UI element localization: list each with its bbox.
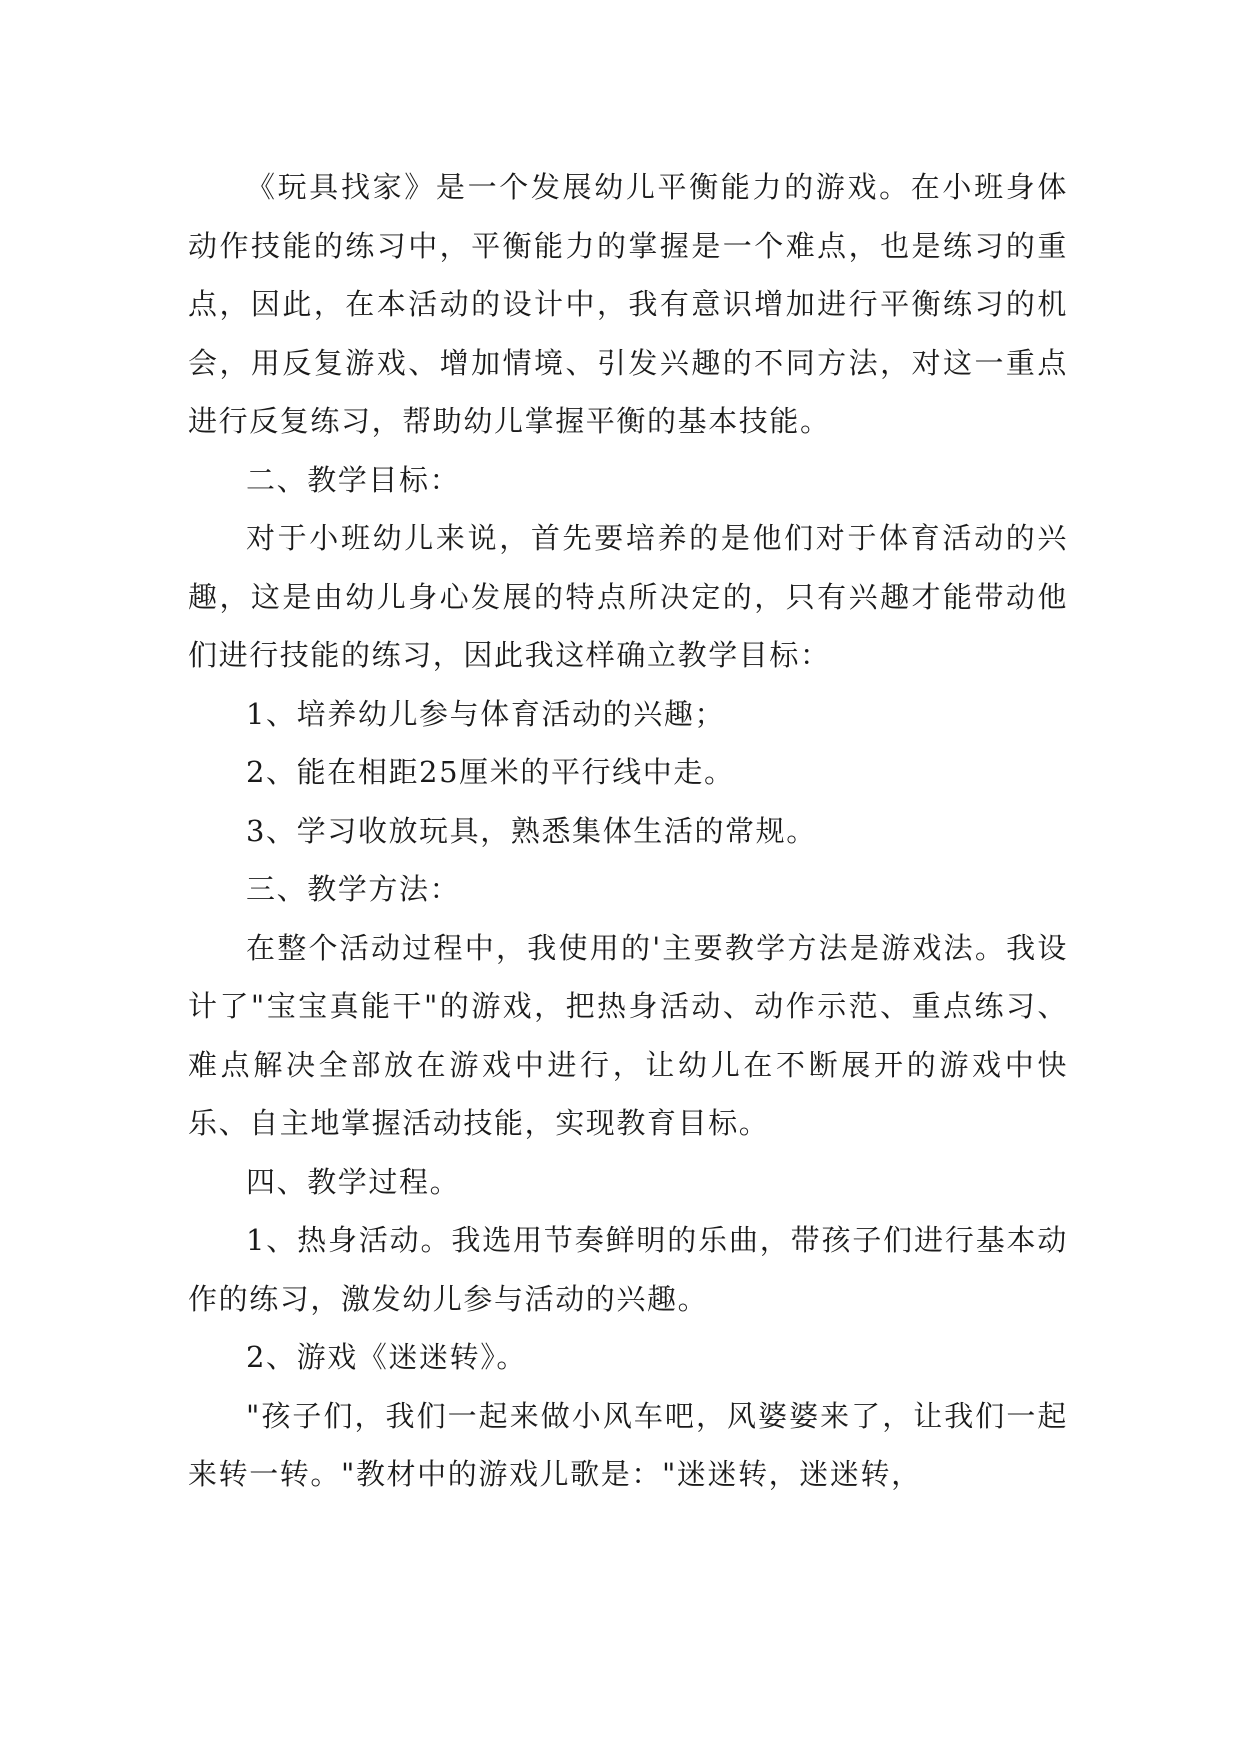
paragraph-game-song: "孩子们，我们一起来做小风车吧，风婆婆来了，让我们一起来转一转。"教材中的游戏儿歌是："迷迷转，迷迷转， [188, 1398, 1068, 1491]
process-item-2: 2、游戏《迷迷转》。 [246, 1340, 527, 1374]
paragraph-methods: 在整个活动过程中，我使用的'主要教学方法是游戏法。我设计了"宝宝真能干"的游戏，把热身活动、动作示范、重点练习、难点解决全部放在游戏中进行，让幼儿在不断展开的游戏中快乐、自主地掌握活动技能，实现教育目标。 [188, 930, 1068, 1140]
document-body [188, 158, 1068, 1504]
heading-teaching-goals: 二、教学目标： [246, 462, 461, 497]
process-item-1: 1、热身活动。我选用节奏鲜明的乐曲，带孩子们进行基本动作的练习，激发幼儿参与活动的兴趣。 [188, 1223, 1068, 1316]
paragraph-goals-intro: 对于小班幼儿来说，首先要培养的是他们对于体育活动的兴趣，这是由幼儿身心发展的特点所决定的，只有兴趣才能带动他们进行技能的练习，因此我这样确立教学目标： [188, 521, 1068, 672]
heading-teaching-methods: 三、教学方法： [246, 872, 461, 906]
paragraph-intro: 《玩具找家》是一个发展幼儿平衡能力的游戏。在小班身体动作技能的练习中，平衡能力的掌握是一个难点，也是练习的重点，因此，在本活动的设计中，我有意识增加进行平衡练习的机会，用反复游戏、增加情境、引发兴趣的不同方法，对这一重点进行反复练习，帮助幼儿掌握平衡的基本技能。 [188, 170, 1068, 438]
goal-item-2: 2、能在相距25厘米的平行线中走。 [246, 755, 735, 789]
heading-teaching-process: 四、教学过程。 [246, 1164, 461, 1199]
goal-item-1: 1、培养幼儿参与体育活动的兴趣； [246, 696, 726, 731]
goal-item-3: 3、学习收放玩具，熟悉集体生活的常规。 [246, 813, 817, 848]
